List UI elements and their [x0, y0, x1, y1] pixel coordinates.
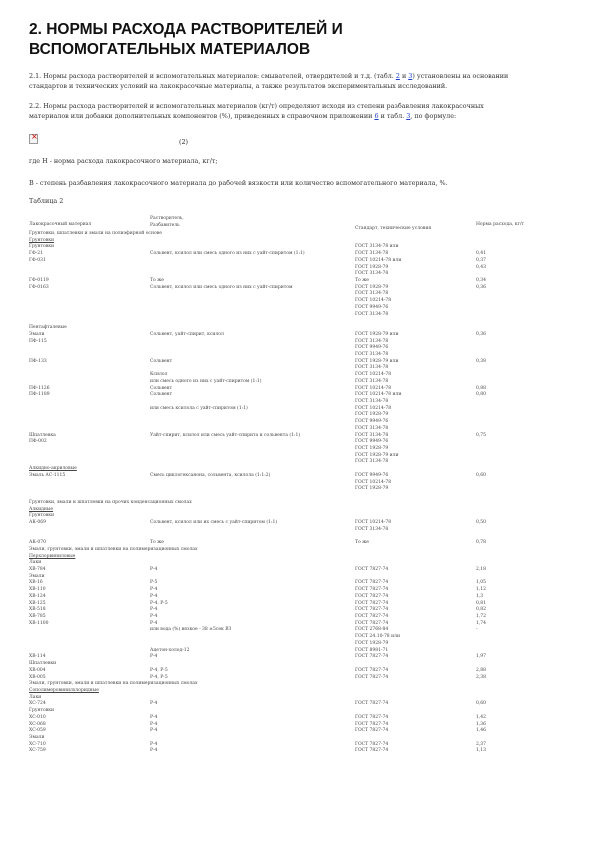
table-cell-c2: ГОСТ 3134-78: [355, 365, 389, 371]
p1-line2: стандартов и технических условий на лакокрасочные материалы, а также результатов экспериментальных исследований.: [29, 82, 448, 90]
table-cell-c2: ГОСТ 7827-74: [355, 728, 389, 734]
b-definition-line: В - степень разбавления лакокрасочного материала до рабочей вязкости или количество вспомогательного материала, %.: [29, 179, 448, 187]
header-solvent-a: Растворитель,: [150, 216, 184, 221]
table-cell-c2: ГОСТ 1928-79: [355, 446, 389, 452]
table-cell-c2: ГОСТ 3134-78: [355, 311, 389, 317]
page-title: [29, 20, 343, 60]
table-cell-c2: ГОСТ 7827-74: [355, 620, 389, 626]
table-cell-c2: ГОСТ 7827-74: [355, 714, 389, 720]
table-cell-c0: ХС-759: [29, 748, 46, 754]
table-cell-c0: ХВ-1100: [29, 620, 49, 626]
paragraph-2-1: [29, 71, 508, 91]
table-cell-c0: ХВ-518: [29, 607, 46, 613]
paragraph-2-2: [29, 101, 484, 121]
table-cell-c2: ГОСТ 1928-79 или: [355, 452, 399, 458]
table-cell-c0: Лаки: [29, 694, 42, 700]
table-cell-c0: Лаки: [29, 560, 42, 566]
table-cell-c2: ГОСТ 7827-74: [355, 667, 389, 673]
table-cell-c1: Р-4: [150, 741, 158, 747]
table-cell-c3: 0,75: [476, 432, 487, 438]
formula-image-icon: [29, 134, 38, 144]
table-cell-c1: Р-4: [150, 614, 158, 620]
table-cell-c1: Р-5: [150, 580, 158, 586]
table-cell-c1: Р-4: [150, 607, 158, 613]
table-cell-c0: ПФ-133: [29, 358, 47, 364]
table-cell-c2: ГОСТ 10214-78 или: [355, 257, 402, 263]
table-cell-c0: ГФ-031: [29, 257, 46, 263]
table-cell-c1: Р-4: [150, 701, 158, 707]
table-cell-c1: Сольвент: [150, 358, 173, 364]
table-cell-c3: 0,37: [476, 257, 487, 263]
table-cell-c1: Сольвент, ксилол или их смесь с уайт-спиритом (1:1): [150, 519, 278, 525]
table-cell-c2: ГОСТ 9949-76: [355, 345, 389, 351]
table-cell-c2: ГОСТ 7827-74: [355, 721, 389, 727]
table-cell-c2: То же: [355, 540, 369, 546]
header-material: Лакокрасочный материал: [29, 222, 92, 227]
table-cell-c0: ХВ-110: [29, 587, 46, 593]
table-cell-c1: Р-4: [150, 620, 158, 626]
table-cell-c1: Ацетон-холод-12: [150, 647, 190, 653]
table-cell-c2: ГОСТ 3134-78: [355, 526, 389, 532]
p2-line2-pre: материалов или добавки дополнительных компонентов (%), приведенных в справочном приложении: [29, 112, 375, 120]
header-norm: Норма расхода, кг/т: [476, 222, 524, 227]
table-cell-c2: ГОСТ 7827-74: [355, 600, 389, 606]
table-cell-c1: или вода (%) вязкое - 38 ±5сек ВЗ: [150, 627, 232, 633]
table-cell-c3: 1,72: [476, 614, 487, 620]
table-cell-c0: Эмали, грунтовки, эмали и шпатлевки на полимеризационных смолах: [29, 681, 198, 687]
table-cell-c2: ГОСТ 8981-71: [355, 647, 389, 653]
p1-mid: и: [399, 72, 409, 80]
table-cell-c2: ГОСТ 3134-78: [355, 251, 389, 257]
table-cell-c2: ГОСТ 3134-78: [355, 399, 389, 404]
appendix-6-link[interactable]: 6: [374, 112, 379, 120]
p1-line1-pre: 2.1. Нормы расхода растворителей и вспомогательных материалов: смывателей, отвердителей и т.д. (табл.: [29, 72, 396, 80]
table-cell-c2: ГОСТ 3134-78: [355, 425, 389, 431]
table-cell-c0: ХС-010: [29, 714, 46, 720]
table-cell-c1: То же: [150, 540, 164, 546]
table-cell-c0: Грунтовки, шпатлевки и эмали на полиэфирной основе: [29, 231, 162, 236]
table-cell-c3: 0,60: [476, 701, 487, 707]
table-cell-c3: -: [476, 627, 478, 633]
table-cell-c3: 0,36: [476, 284, 487, 290]
table-cell-c2: ГОСТ 7827-74: [355, 748, 389, 754]
table-cell-c2: ГОСТ 7827-74: [355, 614, 389, 620]
table-cell-c3: 1,13: [476, 748, 487, 754]
table-cell-c0: Грунтовки: [29, 708, 55, 714]
table-cell-c2: ГОСТ 7827-74: [355, 587, 389, 593]
table-cell-c3: 0,81: [476, 600, 487, 606]
table-cell-c2: ГОСТ 3134-78: [355, 291, 389, 297]
table-cell-c1: Р-4: [150, 567, 158, 572]
table-cell-c0: Пентафталевые: [29, 325, 67, 331]
table-cell-c0: ХВ-785: [29, 614, 46, 620]
table-cell-c2: ГОСТ 10214-78: [355, 385, 392, 391]
table-cell-c1: Сольвент, уайт-спирит, ксилол: [150, 331, 224, 337]
header-solvent-b: Разбавитель: [150, 223, 180, 228]
table-cell-c1: Р-4, Р-5: [150, 674, 168, 680]
where-line: где Н - норма расхода лакокрасочного материала, кг/т;: [29, 157, 218, 165]
table-cell-c2: ГОСТ 1928-79: [355, 412, 389, 418]
table-cell-c1: Р-4: [150, 654, 158, 660]
table-cell-c3: 1,12: [476, 587, 487, 593]
table-cell-c0: Эмали, грунтовки, эмали и шпатлевки на полимеризационных смолах: [29, 546, 198, 552]
table-cell-c2: ГОСТ 7827-74: [355, 654, 389, 660]
table-cell-c0: Грунтовки: [29, 513, 55, 519]
p2-mid: и табл.: [378, 112, 407, 120]
table-cell-c1: Сольвент: [150, 385, 173, 391]
table-cell-c1: Р-4: [150, 748, 158, 754]
table-cell-c3: 2,37: [476, 741, 487, 747]
table-cell-c2: ГОСТ 10214-78: [355, 479, 392, 485]
table-cell-c1: Р-4: [150, 721, 158, 727]
table-row: [0, 747, 595, 755]
table-cell-c0: ПФ-115: [29, 338, 47, 344]
table-cell-c3: 1,74: [476, 620, 487, 626]
table-cell-c0: ГФ-21: [29, 251, 43, 257]
table-cell-c1: Р-4: [150, 728, 158, 734]
table-cell-c3: 2,88: [476, 667, 487, 673]
title-line-1: 2. НОРМЫ РАСХОДА РАСТВОРИТЕЛЕЙ И: [29, 21, 343, 38]
table-cell-c2: ГОСТ 7827-74: [355, 567, 389, 572]
title-line-2: ВСПОМОГАТЕЛЬНЫХ МАТЕРИАЛОВ: [29, 41, 311, 58]
table-cell-c1: Р-4, Р-5: [150, 667, 168, 673]
table-cell-c0: ХВ-124: [29, 593, 46, 599]
table-cell-c2: ГОСТ 3134-78: [355, 351, 389, 357]
table-cell-c2: ГОСТ 1928-79: [355, 284, 389, 290]
table-cell-c2: ГОСТ 3134-78: [355, 338, 389, 344]
table-cell-c2: ГОСТ 10214-78: [355, 519, 392, 525]
table-cell-c2: ГОСТ 1928-79: [355, 640, 389, 646]
table-cell-c0: ПФ-1189: [29, 392, 50, 398]
table-cell-c0: ГФ-0119: [29, 278, 49, 284]
table-cell-c3: 0,78: [476, 540, 487, 546]
table-cell-c2: ГОСТ 3134-78: [355, 378, 389, 384]
table-cell-c0: ПФ-002: [29, 439, 47, 445]
table-cell-c0: ХС-059: [29, 728, 46, 734]
table-cell-c0: Сополимеровинилхлоридные: [29, 687, 99, 693]
table-cell-c3: 0,34: [476, 278, 487, 284]
formula-number: (2): [179, 138, 189, 146]
table-cell-c2: ГОСТ 3134-78: [355, 459, 389, 465]
table-cell-c2: ГОСТ 7827-74: [355, 701, 389, 707]
table-cell-c0: Эмали: [29, 735, 45, 740]
table-cell-c3: 0,50: [476, 519, 487, 525]
table-cell-c3: 2,18: [476, 567, 487, 572]
table-cell-c2: ГОСТ 9949-76: [355, 419, 389, 425]
table-cell-c3: 0,41: [476, 251, 487, 257]
table-cell-c3: 0,60: [476, 472, 487, 478]
table-cell-c1: Сольвент, ксилол или смесь одного из них с уайт-спиритом: [150, 284, 293, 290]
table-cell-c2: ГОСТ 7827-74: [355, 593, 389, 599]
table-cell-c0: Шпатлевка: [29, 432, 56, 438]
header-standard: Стандарт, технические условия: [355, 226, 432, 231]
table-cell-c3: 1,05: [476, 580, 487, 586]
table-cell-c0: Алкидно-акриловые: [29, 466, 77, 472]
table-title: Таблица 2: [29, 197, 64, 205]
table-cell-c2: ГОСТ 2768-84: [355, 627, 389, 633]
table-2-link[interactable]: 2: [395, 72, 400, 80]
table-cell-c0: Перхлорвиниловые: [29, 553, 76, 559]
table-cell-c2: ГОСТ 3134-78 или: [355, 244, 399, 250]
table-cell-c2: ГОСТ 10214-78 или: [355, 392, 402, 398]
table-cell-c2: ГОСТ 24.10-78 или: [355, 634, 400, 640]
table-cell-c2: ГОСТ 10214-78: [355, 298, 392, 304]
table-cell-c2: ГОСТ 1928-79 или: [355, 358, 399, 364]
table-cell-c1: То же: [150, 278, 164, 284]
table-cell-c2: ГОСТ 7827-74: [355, 580, 389, 586]
table-cell-c2: ГОСТ 1928-79: [355, 264, 389, 270]
table-cell-c3: 1,42: [476, 714, 487, 720]
table-cell-c2: ГОСТ 9949-76: [355, 439, 389, 445]
table-cell-c0: ХВ-004: [29, 667, 46, 673]
table-cell-c1: или смесь одного из них с уайт-спиритом (1:1): [150, 378, 262, 384]
table-cell-c3: 0,38: [476, 358, 487, 364]
table-3-link-2[interactable]: 3: [406, 112, 411, 120]
table-cell-c0: АК-070: [29, 540, 47, 546]
p2-line1: 2.2. Нормы расхода растворителей и вспомогательных материалов (кг/т) определяют исходя из степени разбавления лакокрасочных: [29, 102, 484, 110]
table-cell-c0: Грунтовки: [29, 244, 55, 250]
table-cell-c0: ХВ-16: [29, 580, 43, 586]
table-cell-c2: ГОСТ 1928-79: [355, 486, 389, 492]
table-cell-c2: ГОСТ 1928-79 или: [355, 331, 399, 337]
table-cell-c0: Эмали: [29, 573, 45, 579]
table-cell-c3: 1,3: [476, 593, 484, 599]
table-cell-c1: Сольвент, ксилол или смесь одного из них с уайт-спиритом (1:1): [150, 251, 305, 257]
table-cell-c3: 0,82: [476, 607, 487, 613]
table-cell-c3: 2,38: [476, 674, 487, 680]
table-cell-c1: Смесь циклогексанона, сольвента, ксилола (1:1:2): [150, 472, 271, 478]
table-cell-c0: ХС-724: [29, 701, 46, 707]
table-cell-c3: 0,43: [476, 264, 487, 270]
table-cell-c0: Эмаль АС-1115: [29, 472, 66, 478]
table-cell-c0: ХВ-005: [29, 674, 46, 680]
table-cell-c2: То же: [355, 278, 369, 284]
table-cell-c3: 0,36: [476, 331, 487, 337]
p1-line1-post: ) установлены на основании: [412, 72, 509, 80]
table-cell-c0: АК-069: [29, 519, 47, 525]
table-cell-c0: ГФ-0163: [29, 284, 49, 290]
table-cell-c2: ГОСТ 9949-76: [355, 472, 389, 478]
table-cell-c0: ХВ-114: [29, 654, 46, 660]
table-cell-c0: ХВ-125: [29, 600, 46, 606]
table-3-link[interactable]: 3: [408, 72, 413, 80]
table-cell-c1: Р-4: [150, 714, 158, 720]
table-cell-c2: ГОСТ 3134-78: [355, 432, 389, 438]
table-cell-c0: ХС-710: [29, 741, 46, 747]
table-cell-c3: 1,97: [476, 654, 487, 660]
table-cell-c2: ГОСТ 9949-76: [355, 304, 389, 310]
table-cell-c2: ГОСТ 7827-74: [355, 674, 389, 680]
table-cell-c2: ГОСТ 10214-78: [355, 372, 392, 378]
table-cell-c1: или смесь ксилола с уайт-спиритом (1:1): [150, 405, 248, 411]
table-cell-c0: Грунтовки, эмали и шпатлевки на прочих конденсационных смолах: [29, 499, 192, 505]
table-cell-c1: Р-4: [150, 587, 158, 593]
table-cell-c1: Р-4, Р-5: [150, 600, 168, 606]
table-cell-c0: Шпатлевки: [29, 661, 57, 667]
table-cell-c3: 0,88: [476, 385, 487, 391]
table-cell-c0: Грунтовки: [29, 237, 55, 243]
table-cell-c3: 1,46: [476, 728, 487, 734]
table-cell-c2: ГОСТ 7827-74: [355, 607, 389, 613]
table-cell-c3: 0,80: [476, 392, 487, 398]
header-solvent: [150, 215, 184, 229]
table-cell-c1: Ксилол: [150, 372, 168, 378]
table-cell-c1: Р-4: [150, 593, 158, 599]
table-cell-c1: Сольвент: [150, 392, 173, 398]
table-cell-c0: ХС-068: [29, 721, 46, 727]
table-cell-c2: ГОСТ 7827-74: [355, 741, 389, 747]
table-cell-c1: Уайт-спирит, ксилол или смесь уайт-спирита и сольвента (1:1): [150, 432, 301, 438]
table-cell-c2: ГОСТ 10214-78: [355, 405, 392, 411]
table-cell-c2: ГОСТ 3134-78: [355, 271, 389, 277]
table-cell-c0: Эмали: [29, 331, 45, 337]
p2-line2-post: , по формуле:: [410, 112, 457, 120]
table-cell-c0: ПФ-1126: [29, 385, 50, 391]
table-cell-c0: ХВ-784: [29, 567, 46, 572]
table-cell-c0: Алкидные: [29, 506, 54, 512]
table-cell-c3: 1,36: [476, 721, 487, 727]
